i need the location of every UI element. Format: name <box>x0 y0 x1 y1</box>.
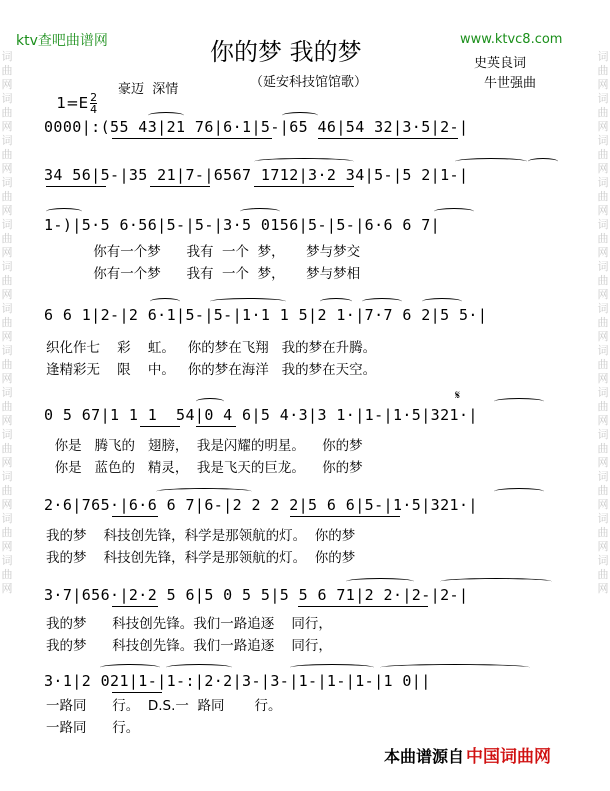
slur-mark <box>528 158 558 165</box>
site-watermark-top[interactable]: ktv查吧曲谱网 <box>16 33 108 49</box>
beam-line <box>112 606 158 607</box>
slur-mark <box>494 398 544 405</box>
key-label: 1=E <box>56 94 89 112</box>
slur-mark <box>434 208 474 215</box>
beam-line <box>112 138 272 139</box>
lyric-line-8a: 一路同 行。 D.S.一 路同 行。 <box>46 698 282 714</box>
beam-line <box>298 606 428 607</box>
lyric-line-4a: 织化作七 彩 虹。 你的梦在飞翔 我的梦在升腾。 <box>46 340 377 356</box>
time-signature <box>90 92 97 115</box>
slur-mark <box>240 208 280 215</box>
site-url-top[interactable]: www.ktvc8.com <box>460 32 563 47</box>
slur-mark <box>254 158 354 165</box>
notation-line-8: 3·1|2 021|1-|1-:|2·2|3-|3-|1-|1-|1-|1 0|| <box>44 672 431 690</box>
segno-sign: 𝄋 <box>455 388 461 402</box>
slur-mark <box>156 488 252 495</box>
tempo-marking: 豪迈 深情 <box>118 82 179 97</box>
lyric-line-6b: 我的梦 科技创先锋，科学是那领航的灯。 你的梦 <box>46 550 356 566</box>
side-watermark-right: 词曲网词曲网词曲网词曲网词曲网词曲网词曲网词曲网词曲网词曲网词曲网词曲网词曲网 <box>597 50 609 595</box>
lyric-line-8b: 一路同 行。 <box>46 720 140 736</box>
lyric-line-3b: 你有一个梦 我有 一个 梦， 梦与梦相 <box>46 266 361 282</box>
slur-mark <box>46 208 82 215</box>
slur-mark <box>290 664 374 671</box>
beam-line <box>254 186 354 187</box>
slur-mark <box>100 664 160 671</box>
slur-mark <box>380 664 530 671</box>
slur-mark <box>422 298 462 305</box>
beam-line <box>140 426 180 427</box>
beam-line <box>318 138 458 139</box>
song-title: 你的梦 我的梦 <box>210 38 362 66</box>
side-watermark-left: 词曲网词曲网词曲网词曲网词曲网词曲网词曲网词曲网词曲网词曲网词曲网词曲网词曲网 <box>1 50 13 595</box>
slur-mark <box>210 298 286 305</box>
slur-mark <box>166 664 232 671</box>
notation-line-7: 3·7|656·|2·2 5 6|5 0 5 5|5 5 6 71|2 2·|2-|2-| <box>44 586 469 604</box>
key-signature <box>47 74 101 115</box>
beam-line <box>112 692 162 693</box>
lyric-line-7b: 我的梦 科技创先锋。我们一路追逐 同行， <box>46 638 332 654</box>
beam-line <box>150 186 210 187</box>
beam-line <box>290 516 400 517</box>
beam-line <box>112 516 158 517</box>
slur-mark <box>196 398 224 405</box>
slur-mark <box>150 298 180 305</box>
slur-mark <box>362 298 402 305</box>
lyric-line-4b: 逢精彩无 限 中。 你的梦在海洋 我的梦在天空。 <box>46 362 377 378</box>
notation-line-3: 1-)|5·5 6·56|5-|5-|3·5 0156|5-|5-|6·6 6 7| <box>44 216 441 234</box>
site-watermark-bottom[interactable]: 中国词曲网 <box>466 747 551 767</box>
slur-mark <box>282 112 318 119</box>
notation-line-5: 0 5 67|1 1 1 54|0 4 6|5 4·3|3 1·|1-|1·5|321·| <box>44 406 478 424</box>
slur-mark <box>494 488 544 495</box>
lyric-line-5b: 你是 蓝色的 精灵， 我是飞天的巨龙。 你的梦 <box>46 460 363 476</box>
lyric-line-7a: 我的梦 科技创先锋。我们一路追逐 同行， <box>46 616 332 632</box>
time-sig-numerator: 2 <box>90 91 98 104</box>
notation-line-2: 34 56|5-|35 21|7-|6567 1712|3·2 34|5-|5 2|1-| <box>44 166 469 184</box>
lyric-line-6a: 我的梦 科技创先锋，科学是那领航的灯。 你的梦 <box>46 528 356 544</box>
slur-mark <box>440 578 552 585</box>
source-label: 本曲谱源自 <box>384 747 465 766</box>
notation-line-1: 0000|:(55 43|21 76|6·1|5-|65 46|54 32|3·5|2-| <box>44 118 469 136</box>
lyric-line-5a: 你是 腾飞的 翅膀， 我是闪耀的明星。 你的梦 <box>46 438 363 454</box>
notation-line-6: 2·6|765·|6·6 6 7|6-|2 2 2 2|5 6 6|5-|1·5|321·| <box>44 496 478 514</box>
slur-mark <box>320 298 352 305</box>
lyric-line-3a: 你有一个梦 我有 一个 梦， 梦与梦交 <box>46 244 361 260</box>
notation-line-4: 6 6 1|2-|2 6·1|5-|5-|1·1 1 5|2 1·|7·7 6 2|5 5·| <box>44 306 488 324</box>
song-subtitle: （延安科技馆馆歌） <box>250 75 368 90</box>
beam-line <box>46 186 106 187</box>
lyricist-credit: 史英良词 <box>474 56 527 71</box>
time-sig-denominator: 4 <box>90 103 98 116</box>
slur-mark <box>455 158 527 165</box>
slur-mark <box>148 112 184 119</box>
slur-mark <box>346 578 414 585</box>
composer-credit: 牛世强曲 <box>484 76 537 91</box>
beam-line <box>196 426 236 427</box>
